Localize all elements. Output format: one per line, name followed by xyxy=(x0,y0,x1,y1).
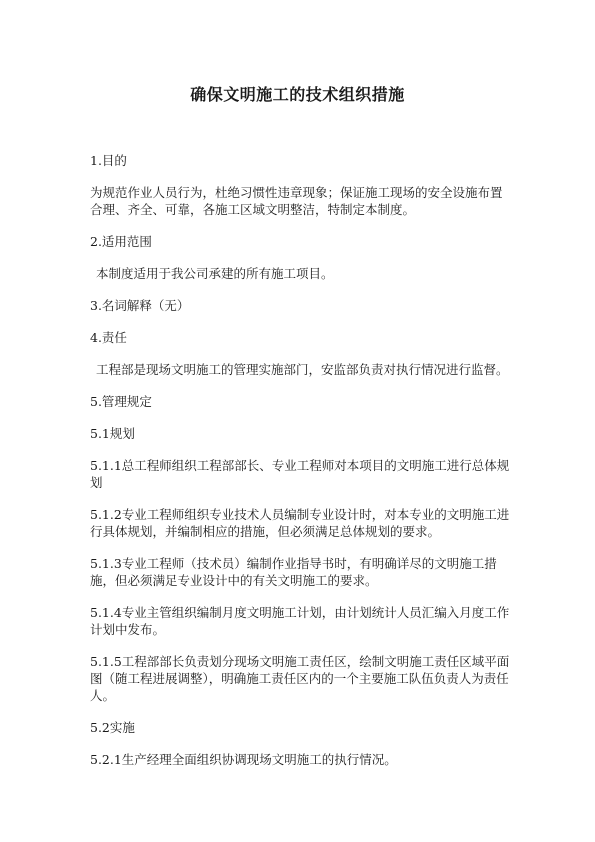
section-heading-purpose: 1.目的 xyxy=(90,153,127,168)
subsection-heading-implementation: 5.2实施 xyxy=(90,720,135,735)
paragraph-5-1-4: 5.1.4专业主管组织编制月度文明施工计划，由计划统计人员汇编入月度工作计划中发布。 xyxy=(90,605,510,637)
section-heading-terms: 3.名词解释（无） xyxy=(90,298,190,313)
document-title: 确保文明施工的技术组织措施 xyxy=(190,85,405,104)
paragraph-purpose: 为规范作业人员行为，杜绝习惯性违章现象；保证施工现场的安全设施布置合理、齐全、可靠，各施工区域文明整洁，特制定本制度。 xyxy=(90,185,503,217)
subsection-heading-planning: 5.1规划 xyxy=(90,426,135,441)
paragraph-5-1-2: 5.1.2专业工程师组织专业技术人员编制专业设计时，对本专业的文明施工进行具体规划，并编制相应的措施，但必须满足总体规划的要求。 xyxy=(90,507,510,539)
document-body xyxy=(90,152,510,783)
section-heading-responsibility: 4.责任 xyxy=(90,330,127,345)
section-heading-scope: 2.适用范围 xyxy=(90,234,152,249)
paragraph-scope: 本制度适用于我公司承建的所有施工项目。 xyxy=(96,266,334,281)
paragraph-5-1-3: 5.1.3专业工程师（技术员）编制作业指导书时，有明确详尽的文明施工措施，但必须满足专业设计中的有关文明施工的要求。 xyxy=(90,556,497,588)
paragraph-responsibility: 工程部是现场文明施工的管理实施部门，安监部负责对执行情况进行监督。 xyxy=(96,362,509,377)
paragraph-5-2-1: 5.2.1生产经理全面组织协调现场文明施工的执行情况。 xyxy=(90,752,397,767)
paragraph-5-1-5: 5.1.5工程部部长负责划分现场文明施工责任区，绘制文明施工责任区域平面图（随工程进展调整），明确施工责任区内的一个主要施工队伍负责人为责任人。 xyxy=(90,654,510,703)
section-heading-management: 5.管理规定 xyxy=(90,394,152,409)
paragraph-5-1-1: 5.1.1总工程师组织工程部部长、专业工程师对本项目的文明施工进行总体规划 xyxy=(90,458,510,490)
